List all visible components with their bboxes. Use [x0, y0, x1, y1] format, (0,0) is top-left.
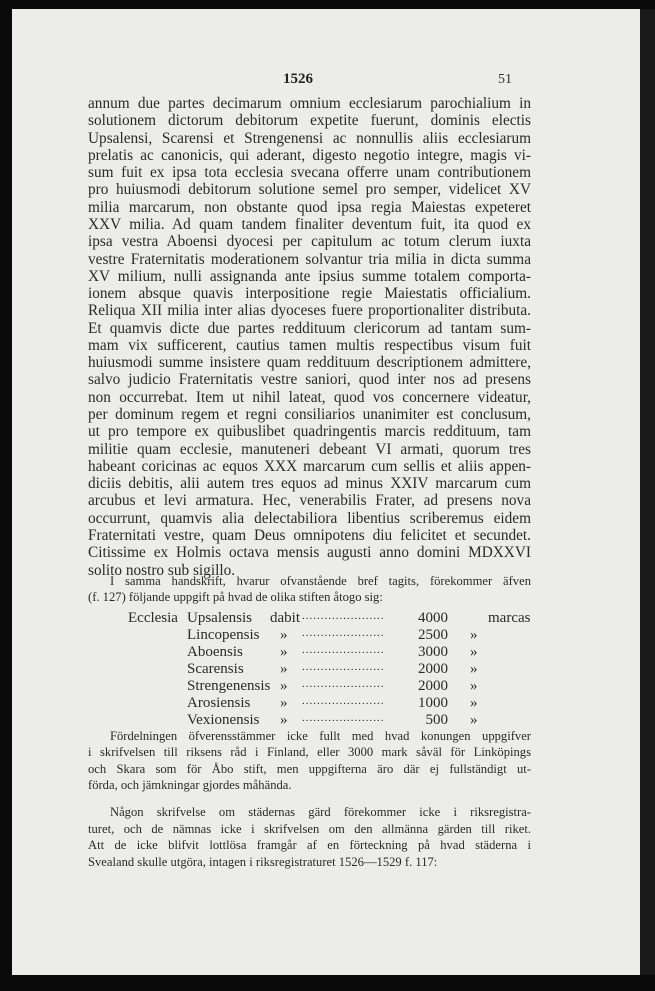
commentary-line: Fördelningen öfverensstämmer icke fullt med hvad konungen uppgifver [110, 729, 531, 743]
letter-text-line: militie quam ecclesie, manuteneri debeant VI armati, quorum tres [88, 440, 531, 458]
table-ditto-mark: » [280, 627, 288, 643]
diocese-name: Aboensis [187, 644, 243, 660]
table-ditto-mark: » [470, 678, 478, 694]
letter-text-line: solito nostro sub sigillo. [88, 561, 236, 579]
diocese-amount: 500 [425, 712, 448, 728]
commentary-line: I samma handskrift, hvarur ofvanstående bref tagits, förekommer äfven [110, 574, 531, 588]
diocese-name: Vexionensis [187, 712, 260, 728]
leader-dots: ...................... [302, 610, 385, 622]
table-ditto-mark: » [280, 712, 288, 728]
diocese-amount: 1000 [418, 695, 448, 711]
letter-text-line: sum fuit ex ipsa tota ecclesia svecana offerre unam contributionem [88, 164, 531, 182]
letter-text-line: ut pro tempore ex quibuslibet quadringentis marcis reddituum, tam [88, 423, 531, 441]
commentary-line: turet, och de nämnas icke i skrifvelsen om den allmänna gärden till riket. [88, 821, 531, 836]
commentary-line: Svealand skulle utgöra, intagen i riksregistraturet 1526—1529 f. 117: [88, 854, 438, 869]
table-ditto-mark: » [280, 695, 288, 711]
letter-text-line: prelatis ac canonicis, qui aderant, digesto negotio integre, magis vi- [88, 146, 531, 164]
diocese-amount: 2000 [418, 661, 448, 677]
table-ditto-mark: » [470, 695, 478, 711]
diocese-name: Arosiensis [187, 695, 251, 711]
letter-text-line: Citissime ex Holmis octava mensis augusti anno domini MDXXVI [88, 544, 531, 562]
leader-dots: ...................... [302, 661, 385, 673]
leader-dots: ...................... [302, 695, 385, 707]
running-header-year: 1526 [283, 71, 313, 87]
commentary-line: och Skara som för Åbo stift, men uppgifterna äro där ej fullständigt ut- [88, 761, 531, 776]
table-ditto-mark: » [470, 644, 478, 660]
letter-text-line: diciis debitis, alii autem tres equos ad minus XXIV marcarum cum [88, 475, 531, 493]
commentary-line: Någon skrifvelse om städernas gärd förekommer icke i riksregistra- [110, 805, 531, 819]
diocese-amount: 2500 [418, 627, 448, 643]
diocese-name: Lincopensis [187, 627, 260, 643]
page-number: 51 [498, 72, 512, 87]
table-verb: dabit [270, 610, 300, 626]
letter-text-line: habeant coricinas ac equos XXX marcarum cum sellis et aliis appen- [88, 457, 531, 475]
diocese-name: Strengenensis [187, 678, 271, 694]
letter-text-line: mam vix sufficerent, cautius tamen multis respectibus visum fuit [88, 336, 531, 354]
diocese-amount: 2000 [418, 678, 448, 694]
letter-text-line: XXV milia. Ad quam tandem finaliter deventum fuit, ita quod ex [88, 215, 531, 233]
scan-edge [640, 9, 655, 975]
table-ditto-mark: » [470, 712, 478, 728]
diocese-name: Upsalensis [187, 610, 252, 626]
letter-text-line: milia marcarum, non obstante quod ipsa regia Maiestas expeteret [88, 198, 531, 216]
letter-text-line: annum due partes decimarum omnium ecclesiarum parochialium in [88, 95, 531, 112]
table-ditto-mark: » [280, 644, 288, 660]
letter-text-line: ionem absque quavis interpositione regie Maiestatis officialium. [88, 285, 531, 303]
table-ditto-mark: » [280, 661, 288, 677]
commentary-line: (f. 127) följande uppgift på hvad de olika stiften åtogo sig: [88, 590, 383, 605]
letter-text-line: non occurrebat. Item ut nihil lateat, quod vos concernere videatur, [88, 388, 531, 406]
letter-text-line: Reliqua XII milia inter alias dyoceses fuere proportionaliter distributa. [88, 302, 531, 320]
commentary-line: förda, och jämkningar gjordes måhända. [88, 777, 292, 792]
letter-text-line: occurrunt, quamvis alia delectabiliora libentius scriberemus eidem [88, 509, 531, 527]
commentary-line: i skrifvelsen till riksens råd i Finland, eller 3000 mark såväl för Linköpings [88, 745, 531, 760]
leader-dots: ...................... [302, 712, 385, 724]
leader-dots: ...................... [302, 627, 385, 639]
letter-text-line: vestre Fraternitatis moderationem solvantur tria milia in dicta summa [88, 250, 531, 268]
leader-dots: ...................... [302, 678, 385, 690]
commentary-line: Att de icke blifvit lottlösa framgår af en förteckning på hvad städerna i [88, 838, 531, 852]
table-ditto-mark: » [470, 627, 478, 643]
diocese-amount: 4000 [418, 610, 448, 626]
diocese-amount: 3000 [418, 644, 448, 660]
table-ditto-mark: » [470, 661, 478, 677]
table-unit: marcas [488, 610, 531, 626]
letter-text-line: Upsalensi, Scarensi et Strengenensi ac nonnullis aliis ecclesiarum [88, 129, 531, 147]
letter-text-line: Fraternitati vestre, quam Deus omnipotens diu felicitet et secundet. [88, 527, 531, 544]
letter-text-line: arcubus et levi armatura. Hec, venerabilis Frater, ad presens nova [88, 492, 531, 510]
diocese-name: Scarensis [187, 661, 244, 677]
table-ditto-mark: » [280, 678, 288, 694]
letter-text-line: XV milium, nulli assignanda ante ipsius summe totalem comporta- [88, 267, 531, 285]
letter-text-line: per dominum regem et regni consiliarios unanimiter est conclusum, [88, 406, 531, 424]
letter-text-line: ipsa vestra Aboensi dyocesi per capitulum ac totum clerum iuxta [88, 233, 531, 251]
letter-text-line: huiusmodi summe insistere quam reddituum descriptionem admittere, [88, 354, 531, 372]
letter-text-line: solutionem dictorum debitorum expetite fuerunt, dominis electis [88, 112, 531, 130]
leader-dots: ...................... [302, 644, 385, 656]
letter-text-line: Et quamvis dicte due partes reddituum clericorum ad tantam sum- [88, 319, 531, 337]
table-prefix: Ecclesia [128, 610, 178, 626]
letter-text-line: salvo judicio Fraternitatis vestre saniori, quod inter nos ad presens [88, 371, 531, 389]
letter-text-line: pro huiusmodi debitorum solutione semel pro semper, videlicet XV [88, 181, 531, 199]
